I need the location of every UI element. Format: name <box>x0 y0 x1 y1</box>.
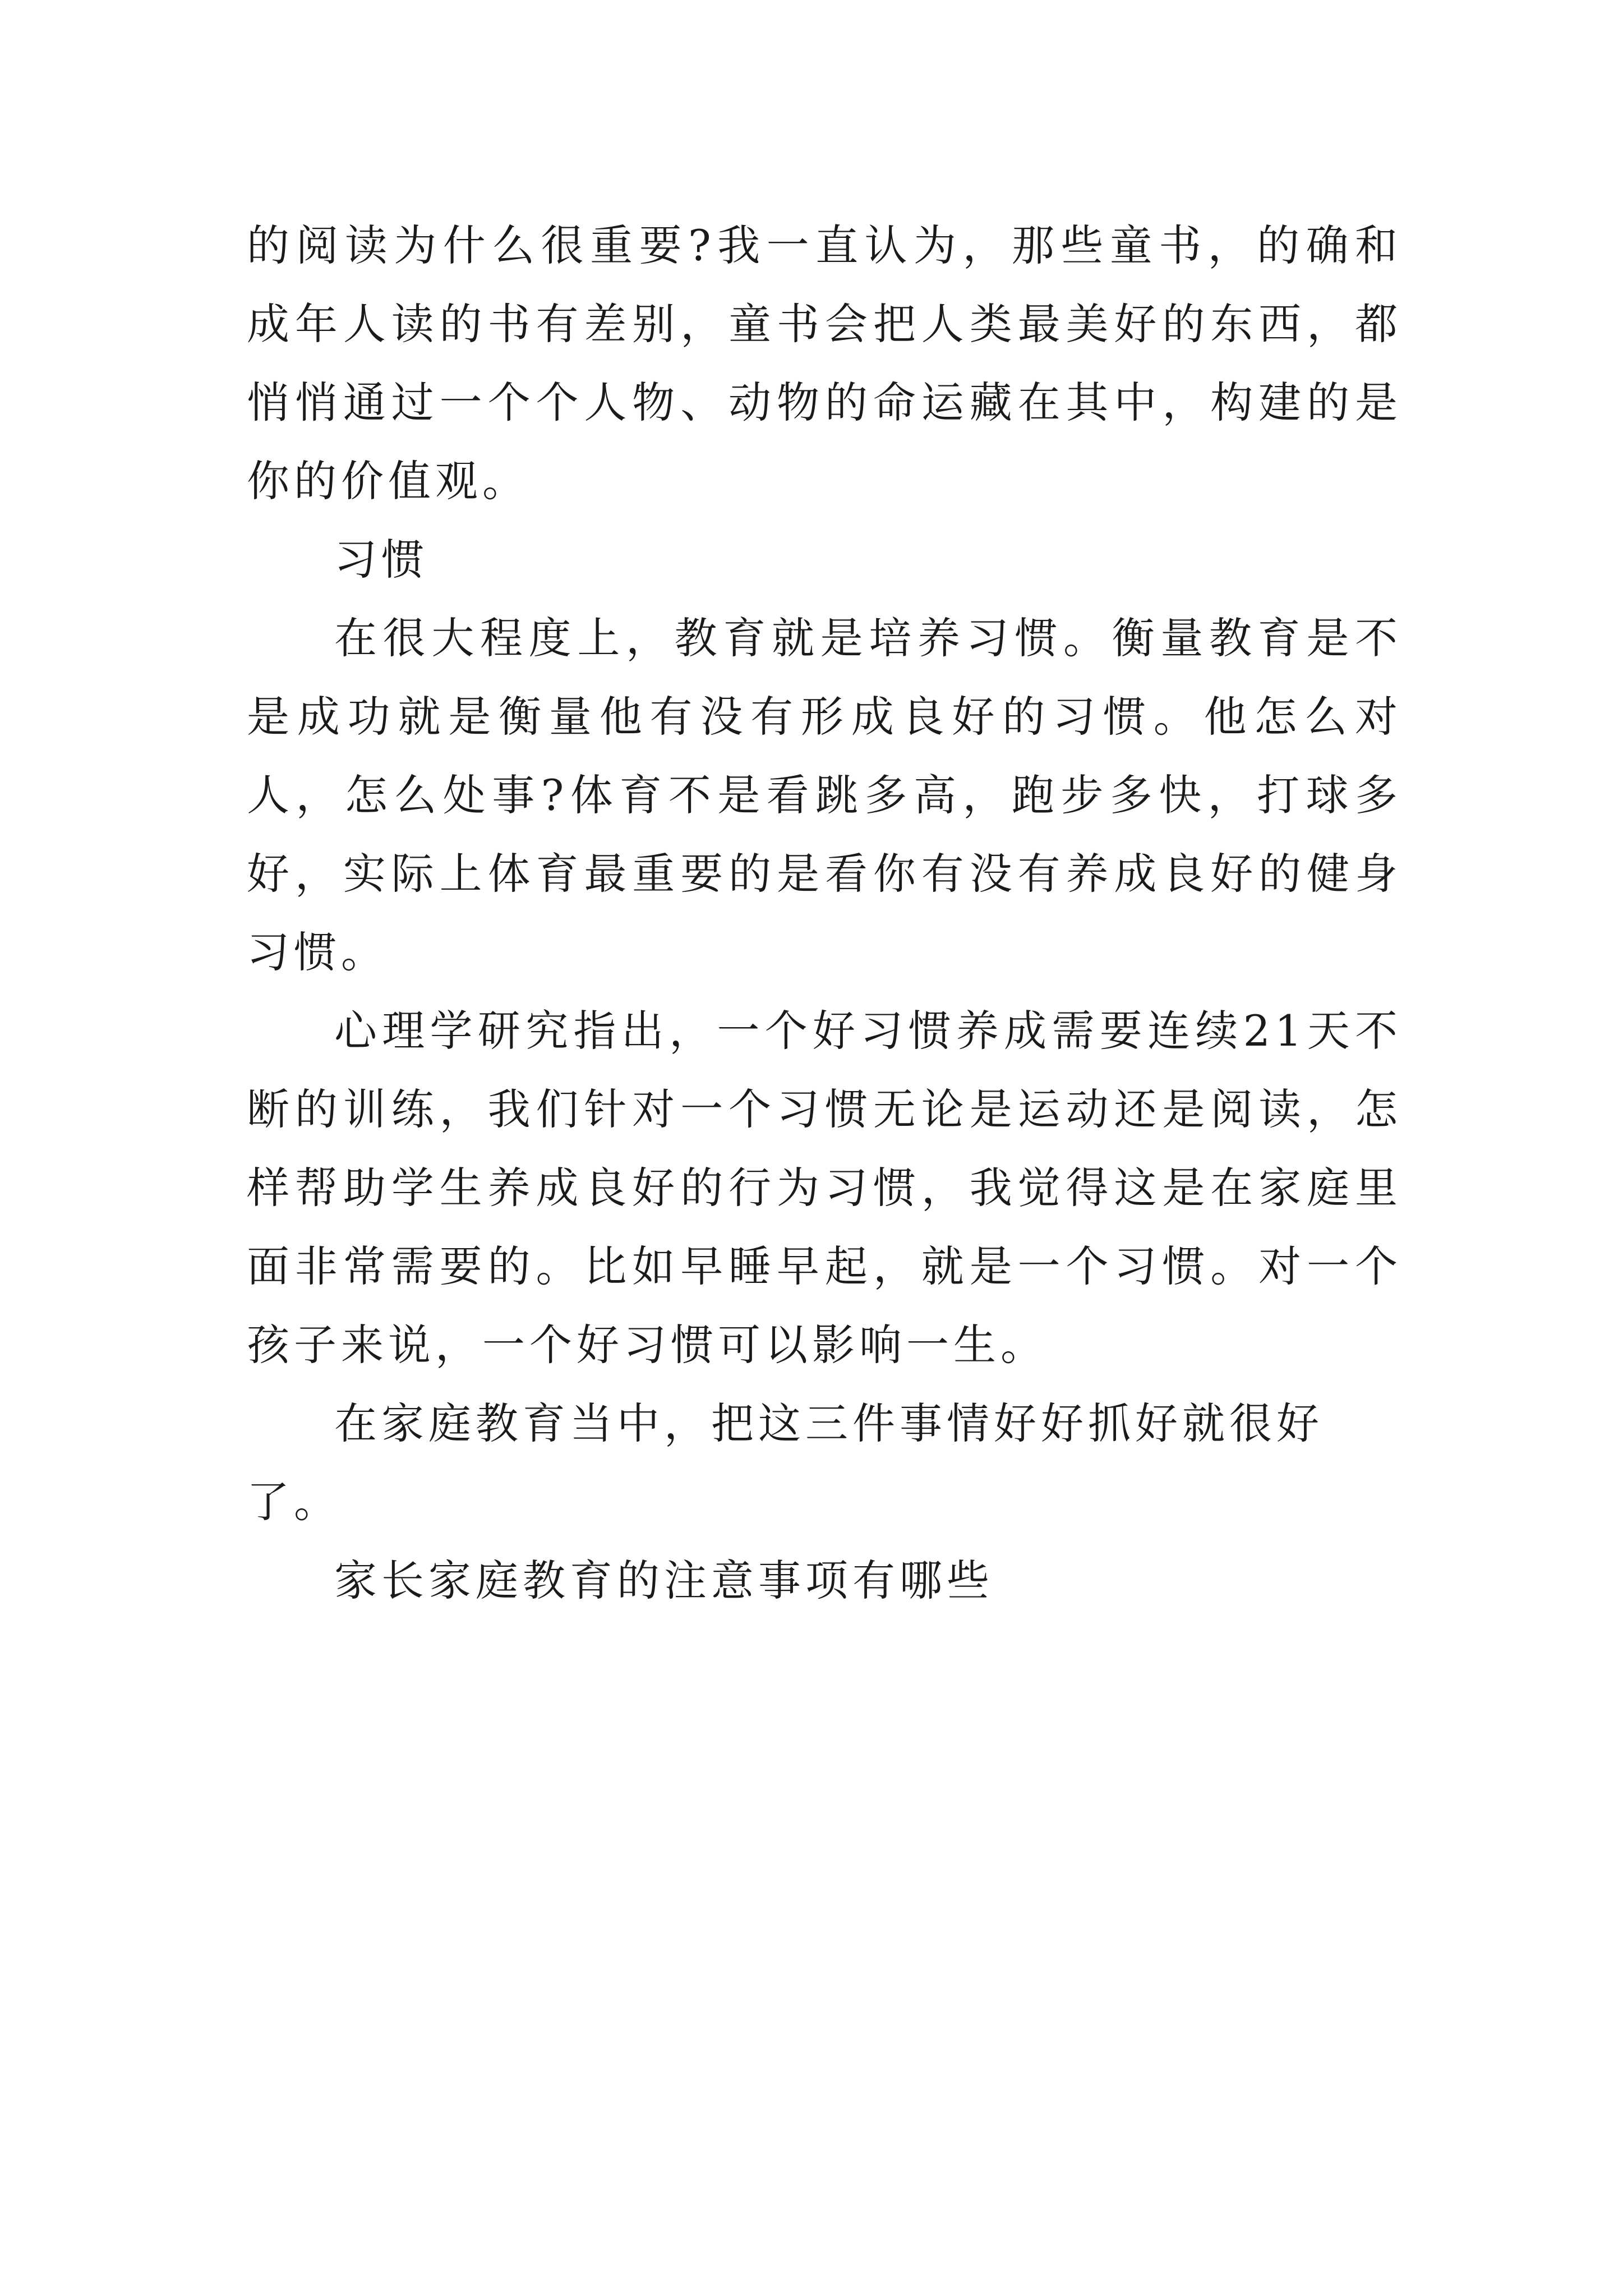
paragraph-reading-continued: 的阅读为什么很重要?我一直认为，那些童书，的确和成年人读的书有差别，童书会把人类最美好的东西，都悄悄通过一个个人物、动物的命运藏在其中，构建的是你的价值观。 <box>247 220 1402 506</box>
paragraph-family-education-summary: 在家庭教育当中，把这三件事情好好抓好就很好了。 <box>247 1398 1324 1527</box>
document-body <box>247 206 1402 1620</box>
next-section-title: 家长家庭教育的注意事项有哪些 <box>334 1556 994 1605</box>
section-heading-habits: 习惯 <box>334 535 428 585</box>
paragraph-psychology-research: 心理学研究指出，一个好习惯养成需要连续21天不断的训练，我们针对一个习惯无论是运动还是阅读，怎样帮助学生养成良好的行为习惯，我觉得这是在家庭里面非常需要的。比如早睡早起，就是一个习惯。对一个孩子来说，一个好习惯可以影响一生。 <box>247 1006 1402 1370</box>
paragraph-education-habits: 在很大程度上，教育就是培养习惯。衡量教育是不是成功就是衡量他有没有形成良好的习惯。他怎么对人，怎么处事?体育不是看跳多高，跑步多快，打球多好，实际上体育最重要的是看你有没有养成良好的健身习惯。 <box>247 613 1402 977</box>
